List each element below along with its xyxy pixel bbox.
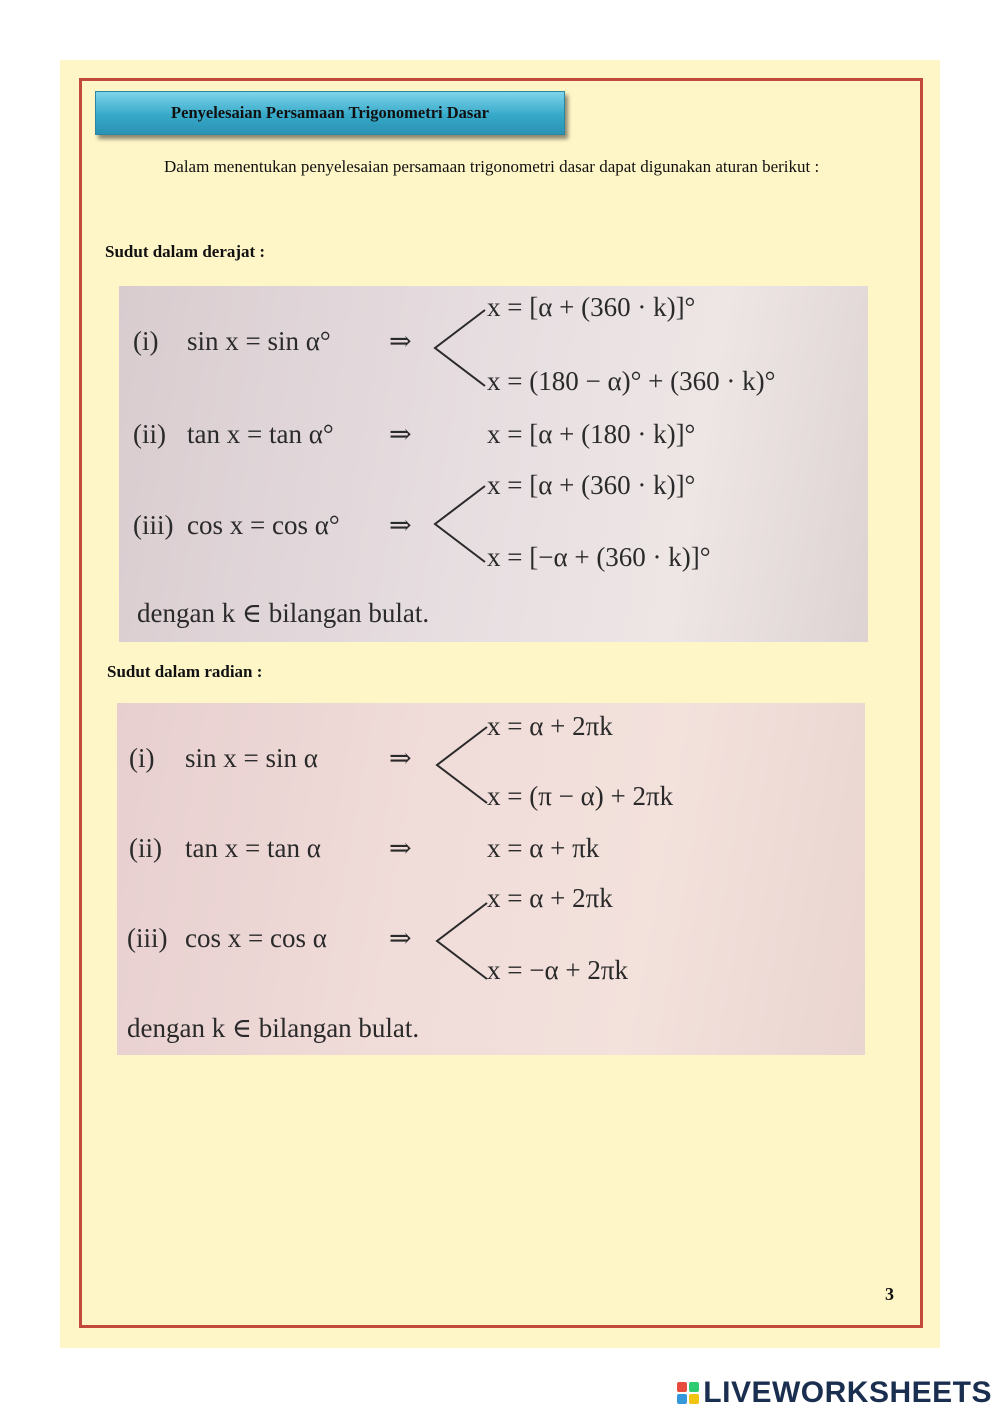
deg-i-label: (i) <box>133 326 159 356</box>
deg-iii-sol2: x = [−α + (360 · k)]° <box>487 542 711 572</box>
rad-ii-lhs: tan x = tan α <box>185 833 321 863</box>
deg-iii-label: (iii) <box>133 510 174 540</box>
page-number: 3 <box>885 1284 894 1304</box>
liveworksheets-icon <box>677 1382 699 1404</box>
degrees-formula-image <box>119 286 868 642</box>
deg-ii-arrow: ⇒ <box>389 419 412 449</box>
rad-iii-bracket <box>433 899 491 983</box>
deg-i-lhs: sin x = sin α° <box>187 326 331 356</box>
rad-iii-sol1: x = α + 2πk <box>487 883 613 913</box>
deg-iii-sol1: x = [α + (360 · k)]° <box>487 470 696 500</box>
rad-i-arrow: ⇒ <box>389 743 412 773</box>
deg-i-arrow: ⇒ <box>389 326 412 356</box>
deg-i-bracket <box>431 306 489 390</box>
deg-ii-lhs: tan x = tan α° <box>187 419 334 449</box>
intro-text: Dalam menentukan penyelesaian persamaan trigonometri dasar dapat digunakan aturan berikut : <box>164 157 820 176</box>
deg-note: dengan k ∈ bilangan bulat. <box>137 598 430 628</box>
rad-i-lhs: sin x = sin α <box>185 743 318 773</box>
deg-ii-sol: x = [α + (180 · k)]° <box>487 419 696 449</box>
rad-ii-arrow: ⇒ <box>389 833 412 863</box>
deg-i-sol1: x = [α + (360 · k)]° <box>487 292 696 322</box>
deg-i-sol2: x = (180 − α)° + (360 · k)° <box>487 366 776 396</box>
rad-i-sol1: x = α + 2πk <box>487 711 613 741</box>
rad-i-sol2: x = (π − α) + 2πk <box>487 781 674 811</box>
deg-iii-lhs: cos x = cos α° <box>187 510 340 540</box>
rad-i-label: (i) <box>129 743 155 773</box>
radians-formula-image <box>117 703 865 1055</box>
deg-ii-label: (ii) <box>133 419 166 449</box>
rad-note: dengan k ∈ bilangan bulat. <box>127 1013 420 1043</box>
intro-paragraph <box>104 150 854 184</box>
rad-iii-label: (iii) <box>127 923 168 953</box>
rad-iii-arrow: ⇒ <box>389 923 412 953</box>
rad-i-bracket <box>433 723 491 807</box>
rad-ii-sol: x = α + πk <box>487 833 600 863</box>
rad-ii-label: (ii) <box>129 833 162 863</box>
rad-iii-sol2: x = −α + 2πk <box>487 955 628 985</box>
brand-name: LIVEWORKSHEETS <box>703 1376 992 1409</box>
deg-iii-bracket <box>431 482 489 566</box>
radians-label: Sudut dalam radian : <box>107 662 263 681</box>
degrees-label: Sudut dalam derajat : <box>105 242 266 261</box>
brand-logo[interactable] <box>677 1376 992 1410</box>
deg-iii-arrow: ⇒ <box>389 510 412 540</box>
rad-iii-lhs: cos x = cos α <box>185 923 327 953</box>
section-title: Penyelesaian Persamaan Trigonometri Dasar <box>95 91 565 135</box>
